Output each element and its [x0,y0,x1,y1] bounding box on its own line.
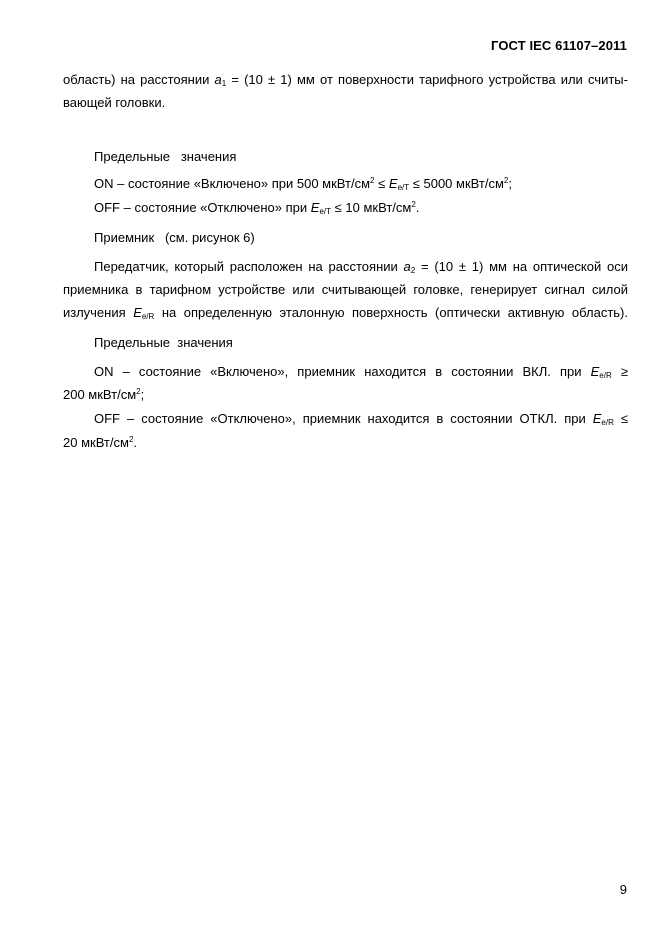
limits-heading-1: Предельные значения [94,149,237,164]
text-fragment: область) на расстоянии [63,72,210,87]
variable-e: E [133,305,142,320]
text-fragment: . [415,200,420,215]
text-fragment: ; [508,176,512,191]
superscript: 2 [411,200,416,209]
text-line-tx-1 [94,259,628,275]
standard-header: ГОСТ IEC 61107–2011 [491,38,627,53]
variable-e: E [388,176,398,191]
text-fragment: ON – состояние «Включено» при 500 мкВт/см [94,176,371,191]
variable-e: E [592,411,602,426]
text-fragment: 20 мкВт/см [63,435,129,450]
text-fragment: ≥ [620,364,628,379]
text-fragment: = (10 ± 1) мм от поверхности тарифного устройства или считы- [231,72,628,87]
superscript: 2 [128,435,134,444]
superscript: 2 [370,176,375,185]
text-line-tx-2: приемника в тарифном устройстве или считывающей головке, генерирует сигнал силой [63,282,628,297]
on-state-line-2 [94,364,628,380]
on-state-line-1 [94,176,628,192]
text-line-p1-2: вающей головки. [63,95,166,110]
text-fragment: излучения [63,305,126,320]
text-fragment: ON – состояние «Включено», приемник находится в состоянии ВКЛ. при [94,364,582,379]
text-fragment: ≤ 10 мкВт/см [334,200,412,215]
limits-heading-2: Предельные значения [94,335,233,350]
text-fragment: ; [140,387,145,402]
subscript: e/T [397,183,410,192]
variable-e: E [590,364,600,379]
text-fragment: ≤ [620,411,628,426]
off-state-line-2-cont [63,435,628,451]
subscript: e/R [601,418,614,427]
text-fragment: ≤ [378,176,386,191]
text-line-tx-3 [63,305,628,321]
text-fragment: OFF – состояние «Отключено» при [94,200,308,215]
subscript: 2 [410,266,416,275]
subscript: e/R [599,371,612,380]
subscript: 1 [221,79,227,88]
text-line-p1-1 [63,72,628,88]
receiver-heading: Приемник (см. рисунок 6) [94,230,255,245]
subscript: e/T [319,207,332,216]
variable-a: a [214,72,222,87]
text-fragment: Передатчик, который расположен на расстоянии [94,259,398,274]
text-fragment: на определенную эталонную поверхность (оптически активную область). [161,305,628,320]
on-state-line-2-cont [63,387,628,403]
text-fragment: OFF – состояние «Отключено», приемник находится в состоянии ОТКЛ. при [94,411,586,426]
off-state-line-1 [94,200,628,216]
text-fragment: = (10 ± 1) мм на оптической оси [421,259,628,274]
text-fragment: ≤ 5000 мкВт/см [412,176,504,191]
page-number: 9 [619,882,627,897]
superscript: 2 [503,176,509,185]
superscript: 2 [136,387,141,396]
variable-e: E [310,200,320,215]
off-state-line-2 [94,411,628,427]
text-fragment: 200 мкВт/см [63,387,137,402]
subscript: e/R [141,312,155,321]
variable-a: a [403,259,411,274]
text-fragment: . [133,435,138,450]
